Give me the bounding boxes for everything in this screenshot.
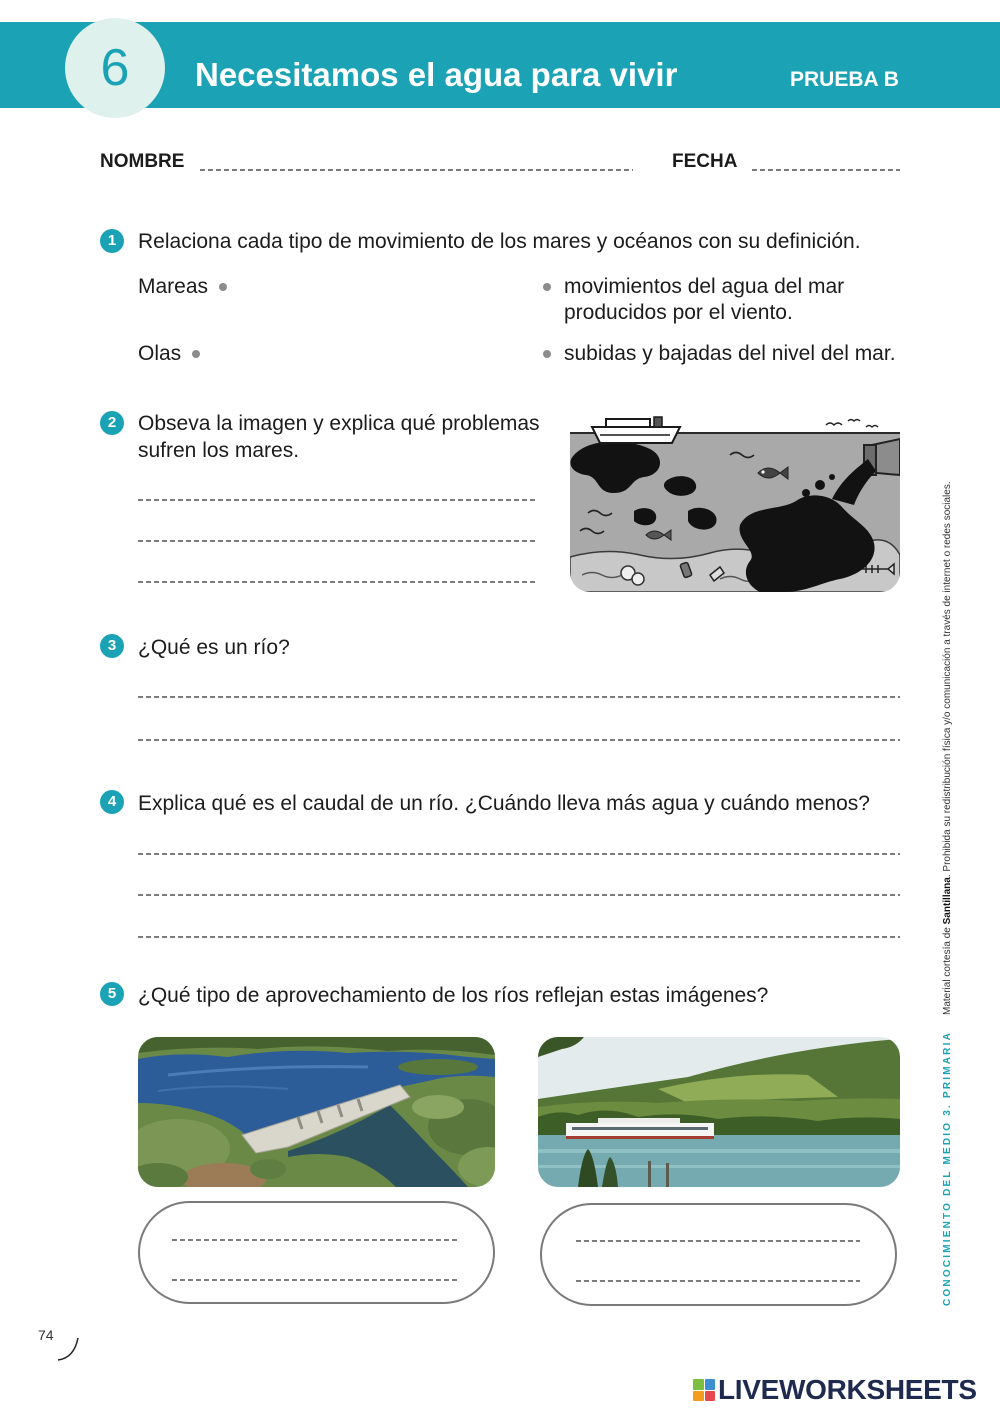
subject-label: CONOCIMIENTO DEL MEDIO 3. PRIMARIA: [942, 1030, 953, 1306]
match-term-label: Mareas: [138, 275, 209, 298]
unit-number: 6: [65, 18, 165, 118]
answer-line[interactable]: [138, 853, 900, 855]
question-number: 3: [100, 634, 124, 658]
match-point[interactable]: [543, 283, 551, 291]
question-prompt: Obseva la imagen y explica qué problemas sufren los mares.: [138, 412, 540, 462]
answer-line[interactable]: [138, 540, 538, 542]
answer-box: [540, 1203, 897, 1306]
liveworksheets-logo-icon: [693, 1379, 715, 1401]
answer-line[interactable]: [138, 894, 900, 896]
question-prompt: Relaciona cada tipo de movimiento de los mares y océanos con su definición.: [138, 230, 861, 253]
river-boat-photo: [538, 1037, 900, 1187]
sea-pollution-illustration: [570, 415, 900, 592]
answer-line[interactable]: [138, 581, 538, 583]
match-definition: movimientos del agua del mar producidos por el viento.: [564, 275, 845, 324]
question-number: 5: [100, 982, 124, 1006]
dam-photo: [138, 1037, 495, 1187]
oil-slick: [634, 508, 656, 525]
page-corner-mark: [54, 1334, 84, 1364]
question-prompt: Explica qué es el caudal de un río. ¿Cuándo lleva más agua y cuándo menos?: [138, 792, 870, 815]
match-point[interactable]: [219, 283, 227, 291]
match-definition: subidas y bajadas del nivel del mar.: [564, 342, 896, 365]
question-number: 2: [100, 411, 124, 435]
question-prompt: ¿Qué tipo de aprovechamiento de los ríos reflejan estas imágenes?: [138, 984, 769, 1007]
copyright-suffix: . Prohibida su redistribución física y/o comunicación a través de internet o redes sociales.: [942, 481, 953, 878]
answer-line[interactable]: [172, 1239, 458, 1241]
answer-line[interactable]: [138, 739, 900, 741]
brand-wordmark: LIVEWORKSHEETS: [718, 1374, 977, 1405]
name-label: NOMBRE: [100, 151, 185, 172]
question-number: 1: [100, 229, 124, 253]
copyright-prefix: Material cortesía de: [942, 924, 953, 1015]
date-label: FECHA: [672, 151, 738, 172]
publisher-name: Santillana: [942, 877, 953, 925]
page-number: 74: [38, 1327, 54, 1343]
answer-box: [138, 1201, 495, 1304]
name-field[interactable]: [200, 169, 633, 171]
answer-line[interactable]: [576, 1240, 860, 1242]
page-title: Necesitamos el agua para vivir: [195, 56, 678, 93]
answer-line[interactable]: [576, 1280, 860, 1282]
copyright-note: [942, 481, 954, 1015]
question-prompt: ¿Qué es un río?: [138, 636, 290, 659]
date-field[interactable]: [752, 169, 900, 171]
match-term: [138, 341, 200, 367]
question-number: 4: [100, 790, 124, 814]
answer-line[interactable]: [172, 1279, 458, 1281]
answer-line[interactable]: [138, 499, 538, 501]
test-label: PRUEBA B: [790, 68, 899, 91]
match-point[interactable]: [543, 350, 551, 358]
answer-line[interactable]: [138, 936, 900, 938]
match-term: [138, 274, 227, 300]
match-point[interactable]: [192, 350, 200, 358]
match-term-label: Olas: [138, 342, 182, 365]
answer-line[interactable]: [138, 696, 900, 698]
